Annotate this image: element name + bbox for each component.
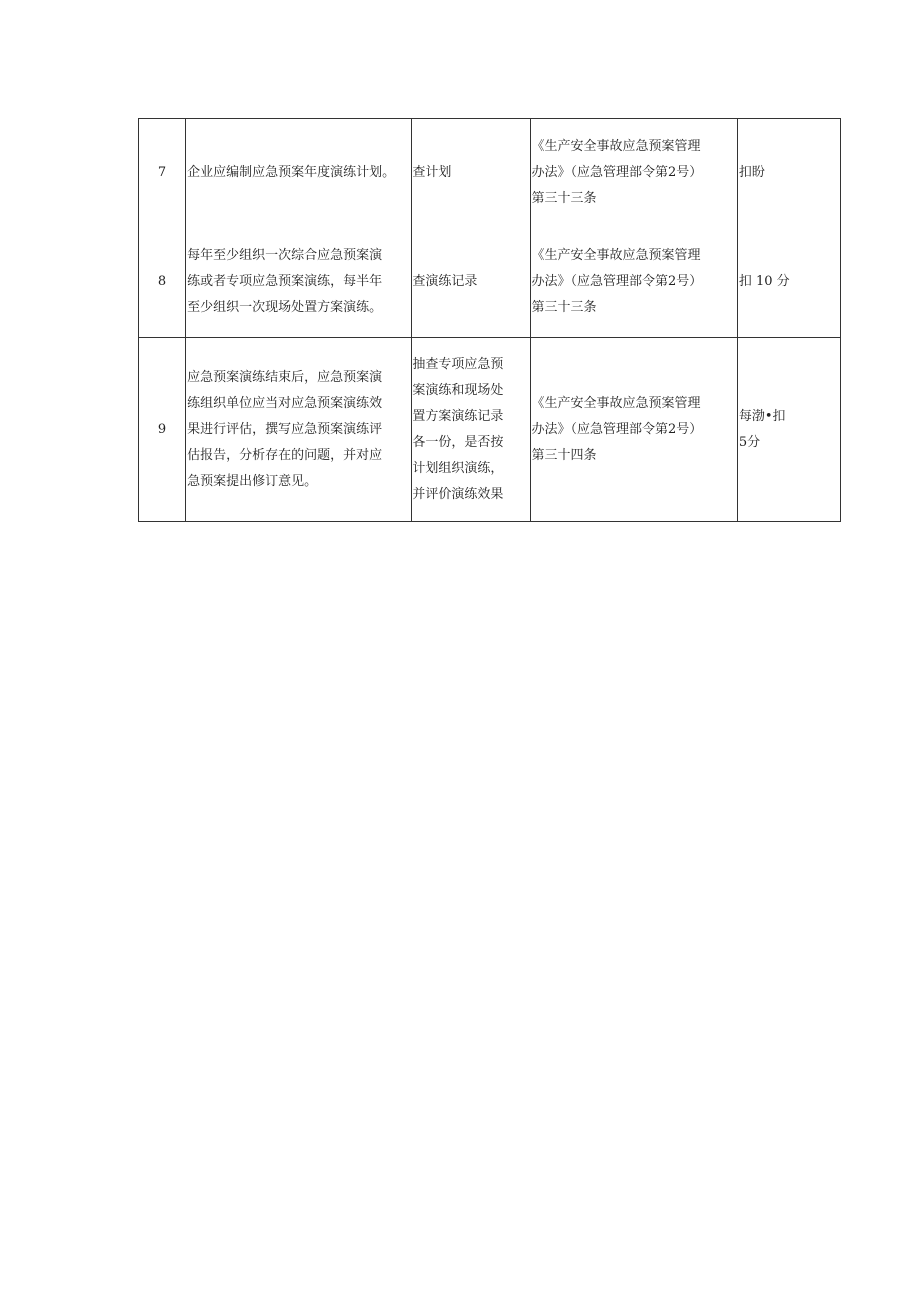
table-row [139, 119, 841, 228]
requirement-cell [186, 228, 412, 338]
scoring-cell [737, 119, 840, 228]
requirement-text: 应急预案演练结束后，应急预案演 练组织单位应当对应急预案演练效 果进行评估，撰写应急预案演练评 估报告，分析存在的问题，并对应 急预案提出修订意见。 [187, 369, 383, 489]
row-number [139, 119, 186, 228]
legal-basis-cell [530, 338, 737, 522]
requirement-text: 企业应编制应急预案年度演练计划。 [187, 165, 396, 181]
check-method-text: 查演练记录 [412, 274, 478, 290]
scoring-cell [737, 338, 840, 522]
row-number-text: 9 [157, 421, 167, 437]
scoring-text: 每渤•扣 5分 [738, 408, 786, 450]
check-method-cell [412, 338, 530, 522]
scoring-text: 扣盼 [738, 165, 765, 181]
requirement-text: 每年至少组织一次综合应急预案演 练或者专项应急预案演练，每半年 至少组织一次现场处置方案演练。 [187, 248, 383, 316]
row-number-text: 8 [157, 274, 167, 290]
check-method-text: 抽查专项应急预 案演练和现场处 置方案演练记录 各一份，是否按 计划组织演练， 并评价演练效果 [412, 356, 504, 502]
table-row [139, 338, 841, 522]
row-number [139, 338, 186, 522]
requirement-cell [186, 338, 412, 522]
scoring-text: 扣 10 分 [738, 274, 790, 290]
table-row [139, 228, 841, 338]
legal-basis-text: 《生产安全事故应急预案管理 办法》（应急管理部令第2号） 第三十三条 [531, 139, 703, 207]
requirement-cell [186, 119, 412, 228]
legal-basis-cell [530, 119, 737, 228]
scoring-cell [737, 228, 840, 338]
inspection-table [138, 118, 841, 522]
row-number [139, 228, 186, 338]
check-method-text: 查计划 [412, 165, 452, 181]
check-method-cell [412, 228, 530, 338]
check-method-cell [412, 119, 530, 228]
legal-basis-cell [530, 228, 737, 338]
legal-basis-text: 《生产安全事故应急预案管理 办法》（应急管理部令第2号） 第三十三条 [531, 248, 703, 316]
row-number-text: 7 [157, 165, 167, 181]
legal-basis-text: 《生产安全事故应急预案管理 办法》（应急管理部令第2号） 第三十四条 [531, 395, 703, 463]
